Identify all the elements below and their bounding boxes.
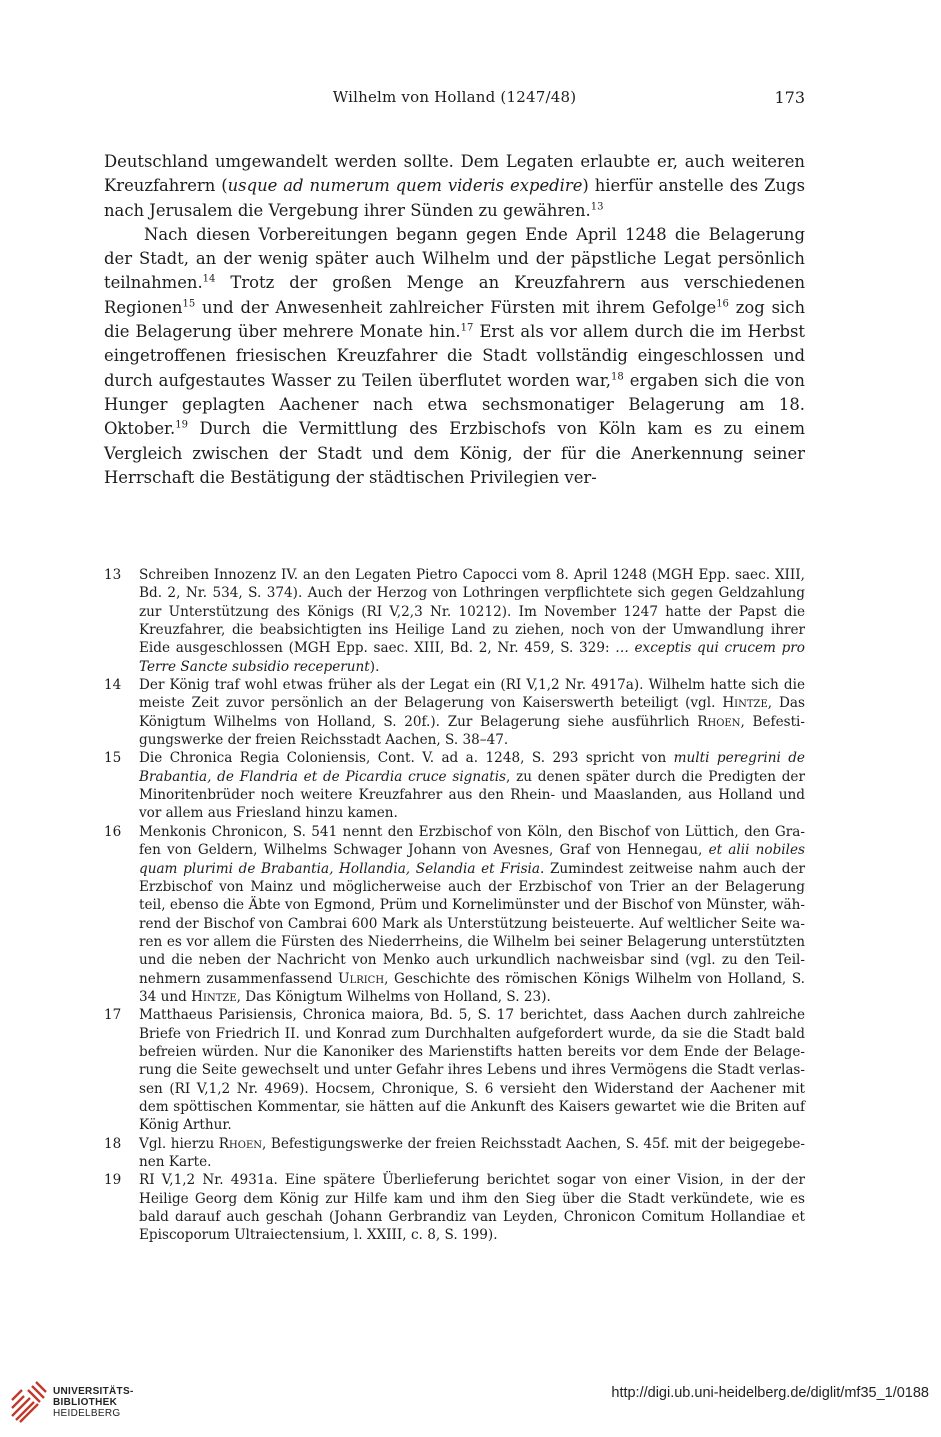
text-span: ) hierfür anstelle des Zugs nach Jerusalem die Vergebung ihrer Sünden zu gewähren. <box>104 176 805 220</box>
text-span: Matthaeus Parisiensis, Chronica maiora, Bd. 5, S. 17 berichtet, dass Aachen durch zahlreiche Briefe von Friedrich II. und Konrad zum Durchhalten aufgefordert wurde, da sie die Stadt bald befreien würden. Nur die Kanoniker des Marienstifts hatten bereits vor dem Ende der Belagerung die Seite gewechselt und unter Gefahr ihres Lebens und ihres Vermögens die Stadt verlassen (RI V,1,2 Nr. 4969). Hocsem, Chronique, S. 6 versieht den Widerstand der Aachener mit dem spöttischen Kommentar, sie hätten auf die Ankunft des Kaisers gewartet wie die Briten auf König Arthur. <box>139 1007 805 1134</box>
footnotes <box>104 566 805 1245</box>
footnote-number: 15 <box>104 750 122 767</box>
footnote-number: 16 <box>104 823 122 840</box>
author-name: Rhoen <box>697 713 741 730</box>
text-span: Der König traf wohl etwas früher als der Legat ein (RI V,1,2 Nr. 4917a). Wilhelm hatte sich die meiste Zeit zuvor persönlich an der Belagerung von Kaiserswerth beteiligt (vgl. <box>139 677 805 712</box>
footnote-ref[interactable]: 18 <box>610 371 624 383</box>
footnote-number: 19 <box>104 1172 122 1189</box>
footnote-ref[interactable]: 13 <box>590 201 604 213</box>
text-span: Schreiben Innozenz IV. an den Legaten Pietro Capocci vom 8. April 1248 (MGH Epp. saec. XIII, Bd. 2, Nr. 534, S. 374). Auch der Herzog von Lothringen verpflichtete sich gegen Geldzahlung zur Unterstützung des Königs (RI V,2,3 Nr. 10212). Im November 1247 hatte der Papst die Kreuzfahrer, die beabsichtigten ins Heilige Land zu ziehen, noch von der Umwandlung ihrer Eide ausgeschlossen (MGH Epp. saec. XIII, Bd. 2, Nr. 459, S. 329: <box>139 567 805 657</box>
latin-quote: usque ad numerum quem videris expedire <box>227 176 583 196</box>
footnote-number: 13 <box>104 567 122 583</box>
main-text <box>104 150 805 490</box>
footnote-ref[interactable]: 15 <box>182 298 196 310</box>
logo-text-line: BIBLIOTHEK <box>53 1397 118 1408</box>
text-span: RI V,1,2 Nr. 4931a. Eine spätere Überlieferung berichtet sogar von einer Vision, in der der Heilige Georg dem König zur Hilfe kam und ihm den Sieg über die Stadt verkündete, wie es bald darauf auch geschah (Johann Gerbrandiz van Leyden, Chronicon Comitum Hollandiae et Episcoporum Ultraiectensium, l. XXIII, c. 8, S. 199). <box>139 1172 805 1244</box>
author-name: Hintze <box>191 988 237 1005</box>
text-span: , Geschichte des römischen Königs Wilhelm von Holland, S. 34 und <box>139 970 805 1005</box>
page-number: 173 <box>774 88 805 107</box>
text-span: , Das Königtum Wilhelms von Holland, S. 23). <box>236 988 551 1005</box>
text-span: . Zumindest zeitweise nahm auch der Erzbischof von Mainz und möglicherweise auch der Erzbischof von Trier an der Belagerung teil, ebenso die Äbte von Egmond, Prüm und Kornelimünster und der Bischof von Münster, während der Bischof von Cambrai 600 Mark als Unterstützung beisteuerte. Auf weltlicher Seite waren es vor allem die Fürsten des Niederrheins, die Wilhelm bei seiner Belagerung unterstützten und die neben der Nachricht von Menko auch urkundlich nachweisbar sind (vgl. zu den Teilnehmern zusammenfassend <box>139 860 805 987</box>
paragraph <box>104 150 805 223</box>
logo-text-line: HEIDELBERG <box>53 1408 121 1419</box>
text-span: und der Anwesenheit zahlreicher Fürsten mit ihrem Gefolge <box>195 297 717 317</box>
text-span: Nach diesen Vorbereitungen begann gegen Ende April 1248 die Belagerung der Stadt, an der wenig später auch Wilhelm und der päpstliche Legat persönlich teilnahmen. <box>104 224 805 293</box>
logo-text-line: UNIVERSITÄTS- <box>53 1386 134 1397</box>
author-name: Rhoen <box>218 1135 263 1152</box>
footnote <box>104 1135 805 1172</box>
footnote-ref[interactable]: 16 <box>716 298 729 310</box>
footnote-ref[interactable]: 14 <box>202 274 216 286</box>
latin-quote: multi peregrini de Brabantia, de Flandria et de Picardia cruce signatis <box>139 750 805 785</box>
text-span: , zu denen später durch die Predigten der Minoritenbrüder noch weitere Kreuzfahrer aus den Rhein- und Maaslanden, aus Holland und vor allem aus Friesland hinzu kamen. <box>139 768 805 822</box>
author-name: Hintze <box>722 695 768 712</box>
footnote <box>104 1171 805 1244</box>
text-span: , Befestigungswerke der freien Reichsstadt Aachen, S. 38–47. <box>139 713 805 749</box>
text-span: , Befestigungswerke der freien Reichsstadt Aachen, S. 45f. mit der beigegebenen Karte. <box>139 1135 805 1170</box>
text-span: Trotz der großen Menge an Kreuzfahrern aus verschiedenen Regionen <box>104 273 805 317</box>
text-span: Durch die Vermittlung des Erzbischofs von Köln kam es zu einem Vergleich zwischen der Stadt und dem König, der für die Anerkennung seiner Herrschaft die Bestätigung der städtischen Privilegien ver- <box>104 419 805 487</box>
footnote-number: 14 <box>104 677 122 694</box>
running-title: Wilhelm von Holland (1247/48) <box>332 88 577 106</box>
footnote <box>104 566 805 676</box>
source-url[interactable]: http://digi.ub.uni-heidelberg.de/diglit/mf35_1/0188 <box>611 1385 929 1401</box>
text-span: , Das Königtum Wilhelms von Holland, S. 20f.). Zur Belagerung siehe ausführlich <box>139 695 805 730</box>
page-header <box>104 88 805 112</box>
latin-quote: et alii nobiles quam plurimi de Brabantia, Hollandia, Selandia et Frisia <box>139 842 806 877</box>
text-span: zog sich die Belagerung über mehrere Monate hin. <box>104 297 806 342</box>
footnote-ref[interactable]: 19 <box>175 419 188 431</box>
footnote <box>104 749 805 822</box>
footnote <box>104 823 805 1006</box>
footnote <box>104 1006 805 1134</box>
library-logo-icon <box>10 1376 48 1424</box>
text-span: Vgl. hierzu <box>139 1135 219 1152</box>
text-span: Erst als vor allem durch die im Herbst eingetroffenen friesischen Kreuzfahrer die Stadt vollständig eingeschlossen und durch aufgestautes Wasser zu Teilen überflutet worden war, <box>104 322 805 390</box>
text-span: Die Chronica Regia Coloniensis, Cont. V. ad a. 1248, S. 293 spricht von <box>139 750 674 767</box>
paragraph <box>104 223 805 490</box>
footnote <box>104 676 805 749</box>
author-name: Ulrich <box>338 970 385 987</box>
text-span: Deutschland umgewandelt werden sollte. Dem Legaten erlaubte er, auch weiteren Kreuzfahrern ( <box>104 152 805 196</box>
text-span: Menkonis Chronicon, S. 541 nennt den Erzbischof von Köln, den Bischof von Lüttich, den Grafen von Geldern, Wilhelms Schwager Johann von Avesnes, Graf von Hennegau, <box>139 823 805 859</box>
footnote-ref[interactable]: 17 <box>460 322 474 334</box>
footnote-number: 18 <box>104 1135 122 1152</box>
text-span: ). <box>369 658 380 675</box>
library-logo[interactable] <box>10 1376 140 1424</box>
text-span: ergaben sich die von Hunger geplagten Aachener nach etwa sechsmonatiger Belagerung am 18. Oktober. <box>104 370 805 439</box>
latin-quote: … exceptis qui crucem pro Terre Sancte subsidio receperunt <box>139 640 805 675</box>
footnote-number: 17 <box>104 1007 122 1024</box>
